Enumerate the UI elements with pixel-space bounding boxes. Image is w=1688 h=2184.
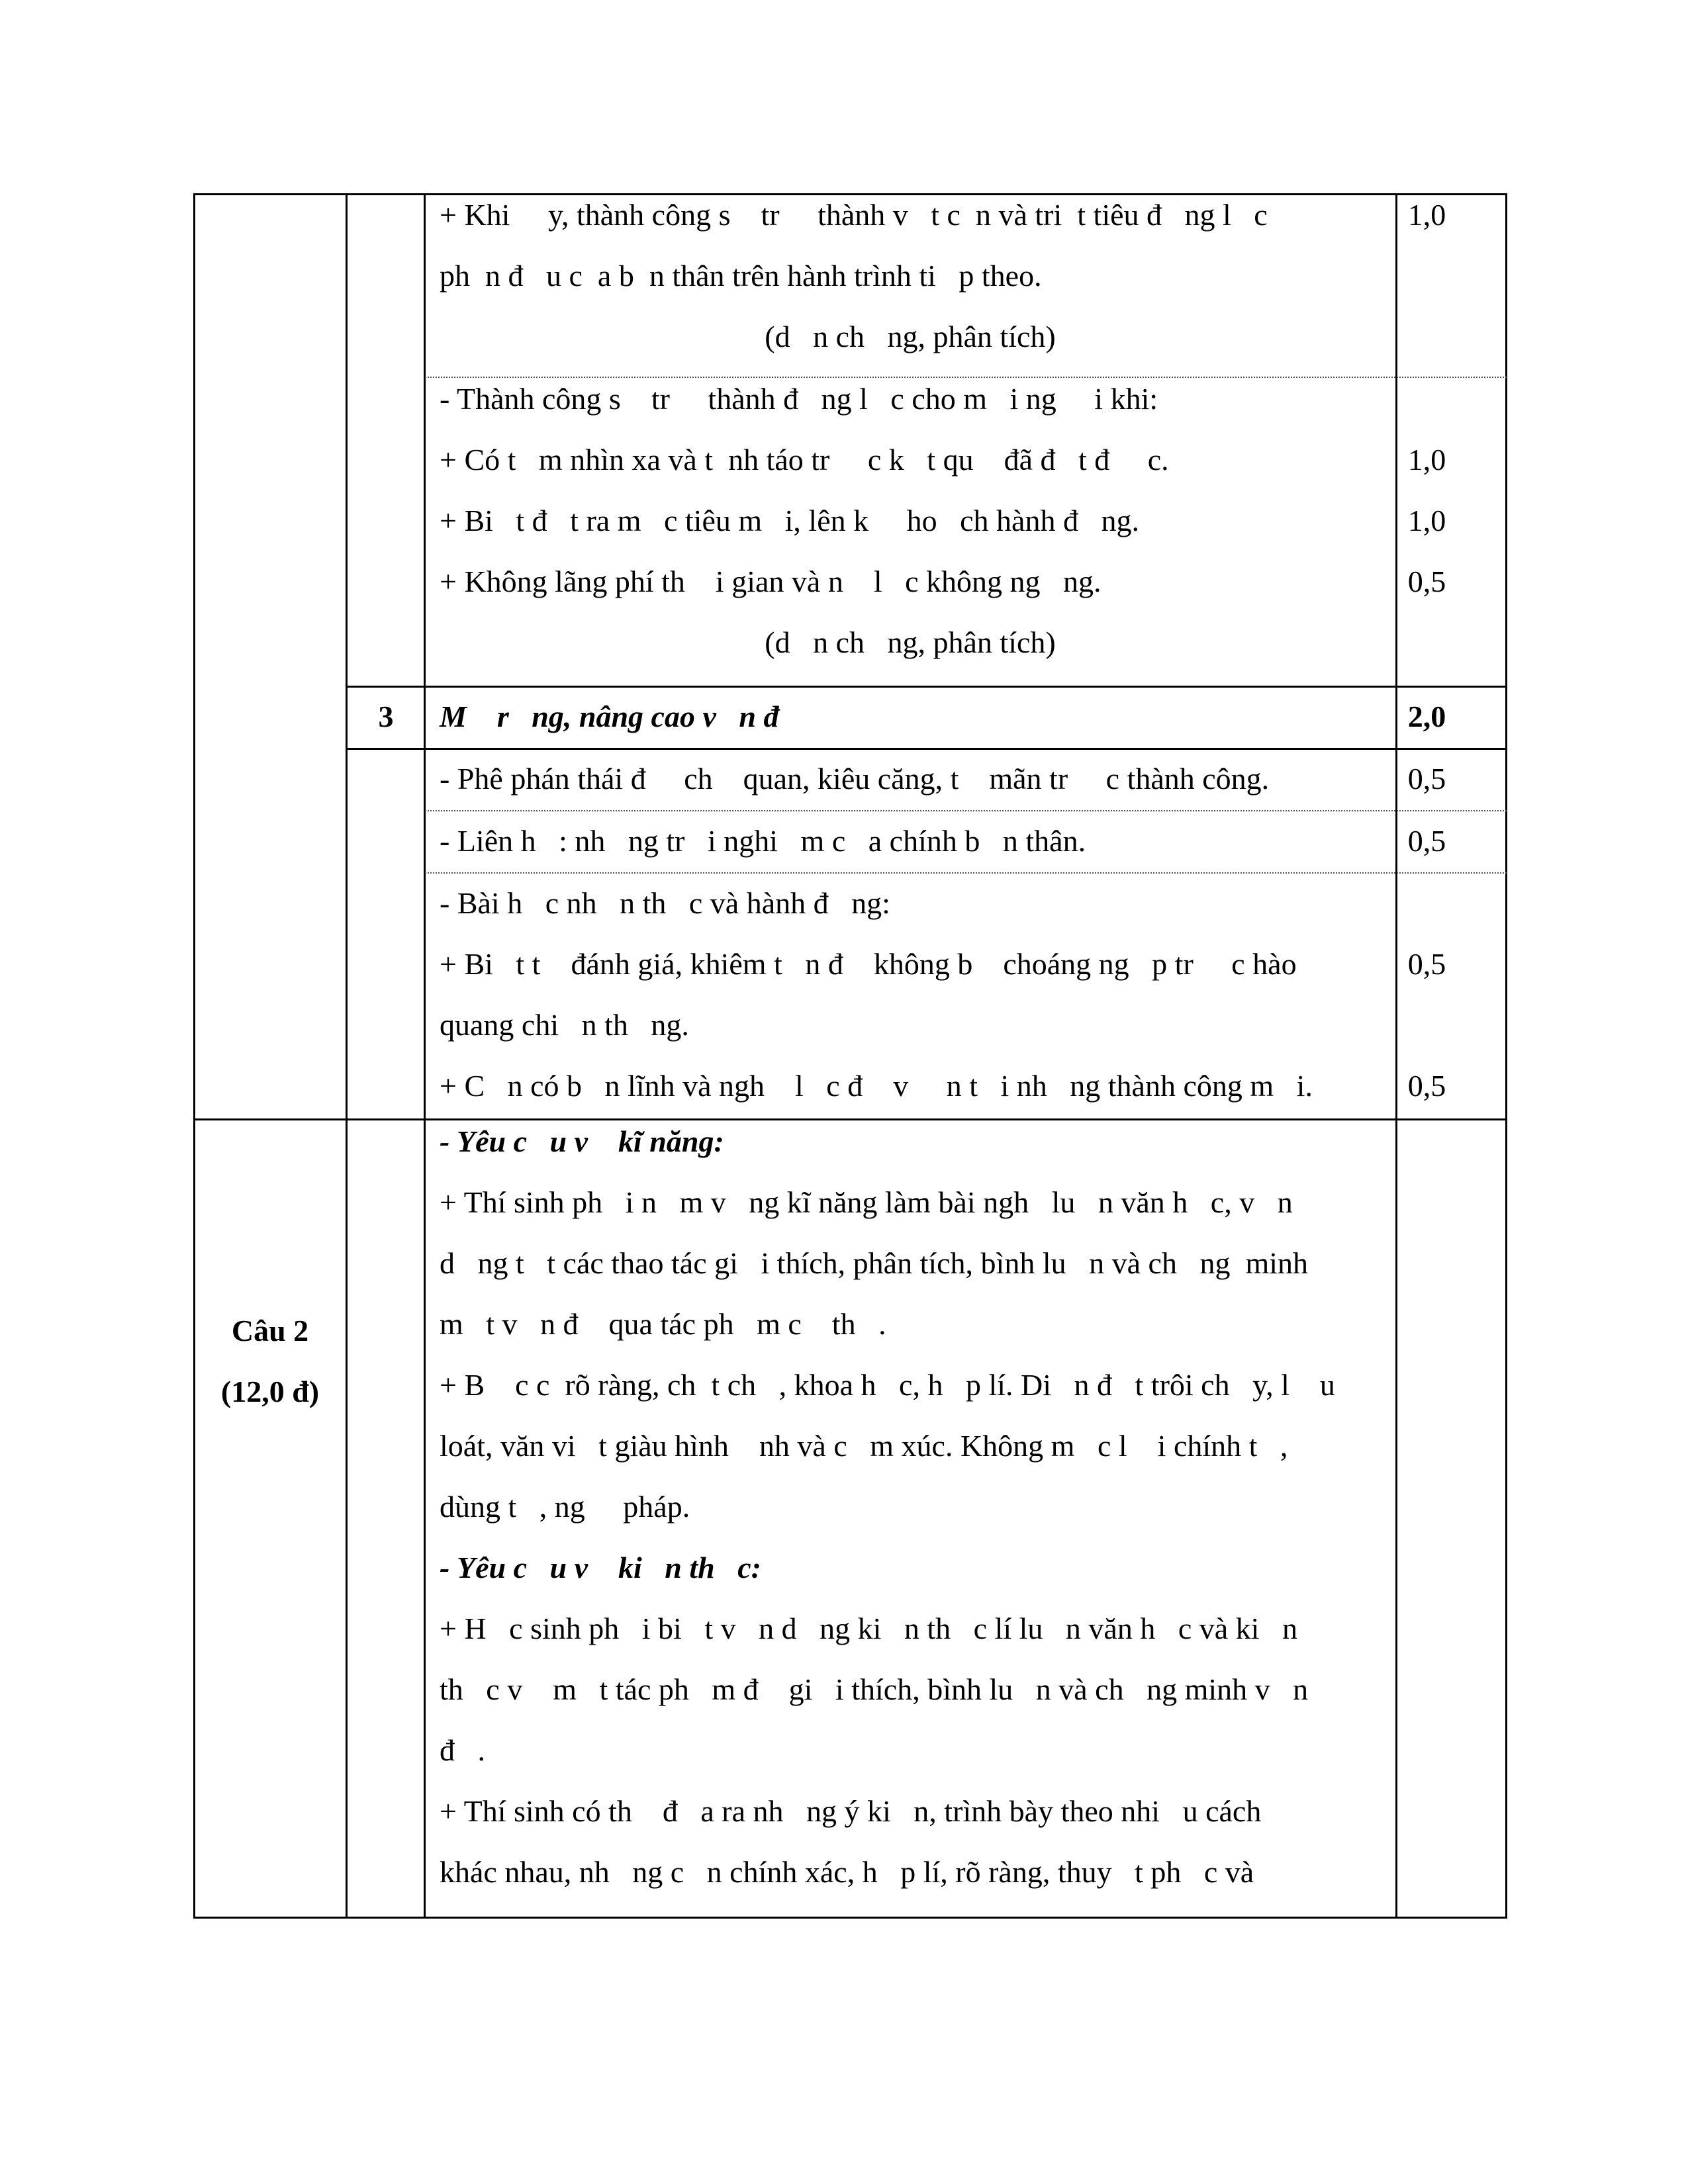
score-value: 0,5 (1407, 565, 1446, 598)
score-value: 1,0 (1407, 198, 1446, 232)
content-line: loát, văn vi t giàu hình nh và c m xúc. Không m c l i chính t , (440, 1429, 1288, 1463)
content-line: ph n đ u c a b n thân trên hành trình ti p theo. (440, 259, 1042, 293)
content-line: - Liên h : nh ng tr i nghi m c a chính b n thân. (440, 824, 1086, 858)
content-line: + Khi y, thành công s tr thành v t c n và tri t tiêu đ ng l c (440, 198, 1268, 232)
row-divider-section3-bottom (346, 748, 1507, 750)
score-value: 2,0 (1407, 700, 1446, 733)
table-border-bottom (193, 1917, 1507, 1919)
content-line: + B c c rõ ràng, ch t ch , khoa h c, h p lí. Di n đ t trôi ch y, l u (440, 1368, 1335, 1402)
section-title: M r ng, nâng cao v n đ (440, 700, 779, 733)
content-line: - Bài h c nh n th c và hành đ ng: (440, 886, 890, 920)
content-line: khác nhau, nh ng c n chính xác, h p lí, rõ ràng, thuy t ph c và (440, 1855, 1254, 1889)
content-line: - Thành công s tr thành đ ng l c cho m i ng i khi: (440, 382, 1158, 416)
score-value: 0,5 (1407, 947, 1446, 981)
row-divider-cau2 (193, 1118, 1507, 1120)
content-line: + Không lãng phí th i gian và n l c không ng ng. (440, 565, 1102, 598)
content-line: + C n có b n lĩnh và ngh l c đ v n t i nh ng thành công m i. (440, 1069, 1313, 1103)
column-divider-1 (346, 193, 348, 1919)
content-line: đ . (440, 1733, 485, 1767)
content-line: + Có t m nhìn xa và t nh táo tr c k t qu đã đ t đ c. (440, 443, 1169, 477)
section-number: 3 (378, 700, 394, 733)
question-points: (12,0 đ) (220, 1375, 320, 1408)
content-line: + Bi t t đánh giá, khiêm t n đ không b choáng ng p tr c hào (440, 947, 1297, 981)
score-value: 0,5 (1407, 762, 1446, 796)
content-line-centered: (d n ch ng, phân tích) (765, 625, 1056, 659)
content-line: quang chi n th ng. (440, 1008, 689, 1042)
answer-table (193, 193, 1507, 1919)
requirement-heading: - Yêu c u v ki n th c: (440, 1551, 761, 1584)
content-line: + Bi t đ t ra m c tiêu m i, lên k ho ch hành đ ng. (440, 504, 1139, 537)
content-line: + H c sinh ph i bi t v n d ng ki n th c lí lu n văn h c và ki n (440, 1612, 1297, 1645)
content-line: m t v n đ qua tác ph m c th . (440, 1307, 886, 1341)
score-value: 1,0 (1407, 504, 1446, 537)
row-divider-dotted (425, 872, 1507, 874)
row-divider-dotted (425, 377, 1507, 378)
content-line: d ng t t các thao tác gi i thích, phân tích, bình lu n và ch ng minh (440, 1246, 1309, 1280)
content-line: - Phê phán thái đ ch quan, kiêu căng, t mãn tr c thành công. (440, 762, 1270, 796)
content-line-centered: (d n ch ng, phân tích) (765, 320, 1056, 353)
row-divider-section3-top (346, 686, 1507, 688)
content-line: + Thí sinh có th đ a ra nh ng ý ki n, trình bày theo nhi u cách (440, 1794, 1262, 1828)
row-divider-dotted (425, 810, 1507, 811)
question-label: Câu 2 (231, 1314, 309, 1347)
table-border-left (193, 193, 195, 1919)
content-line: th c v m t tác ph m đ gi i thích, bình lu n và ch ng minh v n (440, 1672, 1309, 1706)
column-divider-2 (424, 193, 426, 1919)
content-line: + Thí sinh ph i n m v ng kĩ năng làm bài ngh lu n văn h c, v n (440, 1185, 1293, 1219)
score-value: 0,5 (1407, 824, 1446, 858)
table-border-top (193, 193, 1507, 195)
requirement-heading: - Yêu c u v kĩ năng: (440, 1124, 724, 1158)
content-line: dùng t , ng pháp. (440, 1490, 690, 1524)
score-value: 0,5 (1407, 1069, 1446, 1103)
score-value: 1,0 (1407, 443, 1446, 477)
